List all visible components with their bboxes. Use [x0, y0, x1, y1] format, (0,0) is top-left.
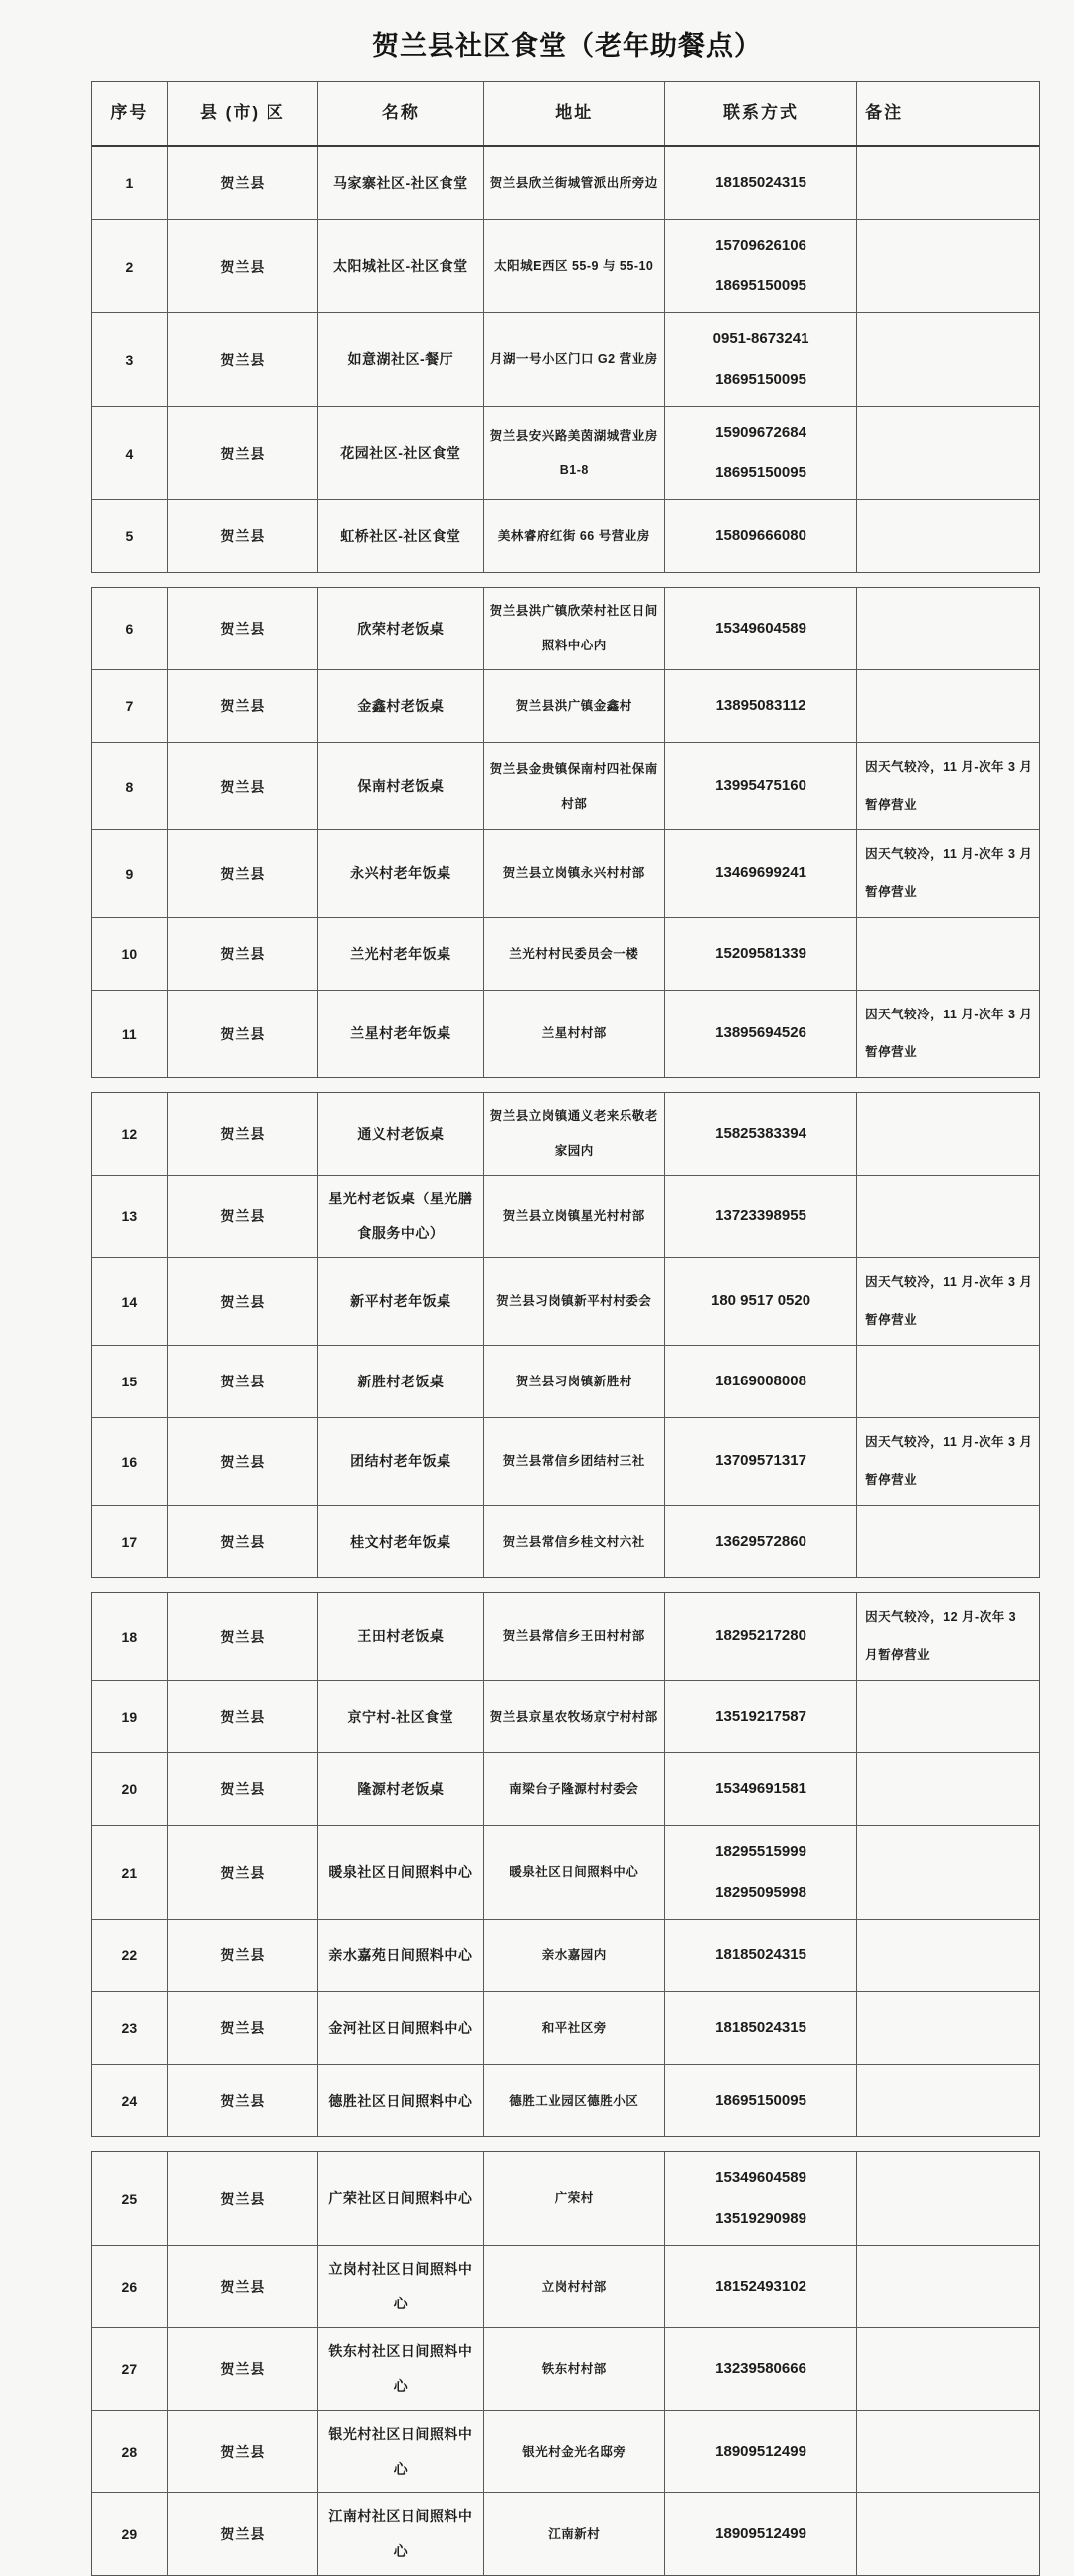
cell-name: 如意湖社区-餐厅 — [318, 313, 484, 406]
phone-number: 18295095998 — [715, 1883, 806, 1901]
cell-district: 贺兰县 — [168, 1176, 318, 1257]
cell-district: 贺兰县 — [168, 1258, 318, 1345]
col-header-remark: 备注 — [865, 102, 904, 122]
cell-index: 14 — [92, 1258, 168, 1345]
table-row — [92, 1920, 1039, 1992]
cell-name: 隆源村老饭桌 — [318, 1753, 484, 1825]
cell-district: 贺兰县 — [168, 743, 318, 829]
phone-number: 15349604589 — [715, 619, 806, 637]
cell-remark — [857, 2328, 1039, 2410]
cell-contact — [665, 1093, 857, 1175]
col-header-contact: 联系方式 — [665, 82, 857, 145]
cell-contact — [665, 743, 857, 829]
cell-index: 27 — [92, 2328, 168, 2410]
table-row — [92, 1593, 1039, 1681]
cell-district: 贺兰县 — [168, 1753, 318, 1825]
phone-number: 15349604589 — [715, 2169, 806, 2186]
cell-contact — [665, 1753, 857, 1825]
cell-address: 江南新村 — [484, 2493, 665, 2575]
cell-contact — [665, 1258, 857, 1345]
table-row — [92, 1093, 1039, 1176]
cell-remark — [857, 670, 1039, 742]
cell-contact — [665, 2493, 857, 2575]
table-row — [92, 830, 1039, 918]
page-title: 贺兰县社区食堂（老年助餐点） — [372, 31, 762, 61]
cell-remark — [857, 2065, 1039, 2136]
cell-address: 银光村金光名邸旁 — [484, 2411, 665, 2492]
table-row — [92, 2411, 1039, 2493]
cell-contact — [665, 147, 857, 219]
table-header-row — [92, 82, 1039, 147]
col-header-district: 县 (市) 区 — [168, 82, 318, 145]
cell-district: 贺兰县 — [168, 313, 318, 406]
cell-address: 贺兰县立岗镇永兴村村部 — [484, 830, 665, 917]
cell-contact — [665, 918, 857, 990]
cell-address: 广荣村 — [484, 2152, 665, 2245]
phone-number: 18695150095 — [715, 463, 806, 481]
cell-contact — [665, 1992, 857, 2064]
cell-contact — [665, 500, 857, 572]
cell-contact — [665, 1176, 857, 1257]
cell-remark — [857, 1346, 1039, 1417]
cell-name: 太阳城社区-社区食堂 — [318, 220, 484, 312]
cell-index: 8 — [92, 743, 168, 829]
cell-contact — [665, 2328, 857, 2410]
cell-name: 银光村社区日间照料中心 — [318, 2411, 484, 2492]
cell-name: 亲水嘉苑日间照料中心 — [318, 1920, 484, 1991]
phone-number: 18909512499 — [715, 2524, 806, 2542]
cell-index: 2 — [92, 220, 168, 312]
cell-address: 德胜工业园区德胜小区 — [484, 2065, 665, 2136]
cell-remark — [857, 2493, 1039, 2575]
cell-name: 京宁村-社区食堂 — [318, 1681, 484, 1752]
phone-number: 18695150095 — [715, 276, 806, 294]
cell-district: 贺兰县 — [168, 1418, 318, 1505]
table-row — [92, 1346, 1039, 1418]
cell-address: 贺兰县洪广镇欣荣村社区日间照料中心内 — [484, 588, 665, 669]
cell-contact — [665, 670, 857, 742]
cell-remark: 因天气较冷，11 月-次年 3 月暂停营业 — [865, 847, 1033, 899]
cell-remark — [857, 2152, 1039, 2245]
cell-district: 贺兰县 — [168, 1593, 318, 1680]
table-row — [92, 1506, 1039, 1577]
table-row — [92, 1258, 1039, 1346]
cell-district: 贺兰县 — [168, 1920, 318, 1991]
phone-number: 13469699241 — [715, 864, 806, 882]
phone-number: 13895083112 — [715, 696, 806, 714]
cell-address: 贺兰县习岗镇新平村村委会 — [484, 1258, 665, 1345]
table-block — [91, 2151, 1040, 2576]
cell-name: 铁东村社区日间照料中心 — [318, 2328, 484, 2410]
table-block — [91, 1592, 1040, 2137]
phone-number: 18295515999 — [715, 1843, 806, 1860]
cell-district: 贺兰县 — [168, 2152, 318, 2245]
col-header-name: 名称 — [318, 82, 484, 145]
phone-number: 18152493102 — [715, 2277, 806, 2295]
cell-remark — [857, 2246, 1039, 2327]
cell-index: 16 — [92, 1418, 168, 1505]
cell-index: 3 — [92, 313, 168, 406]
table-row — [92, 2152, 1039, 2246]
cell-index: 6 — [92, 588, 168, 669]
cell-district: 贺兰县 — [168, 2065, 318, 2136]
phone-number: 13709571317 — [715, 1452, 806, 1470]
cell-name: 德胜社区日间照料中心 — [318, 2065, 484, 2136]
table-row — [92, 2493, 1039, 2575]
cell-contact — [665, 1681, 857, 1752]
phone-number: 15809666080 — [715, 526, 806, 544]
cell-index: 9 — [92, 830, 168, 917]
cell-district: 贺兰县 — [168, 500, 318, 572]
cell-address: 贺兰县欣兰街城管派出所旁边 — [484, 147, 665, 219]
cell-remark: 因天气较冷，11 月-次年 3 月暂停营业 — [865, 1008, 1033, 1059]
cell-remark — [857, 1826, 1039, 1919]
cell-name: 立岗村社区日间照料中心 — [318, 2246, 484, 2327]
cell-index: 12 — [92, 1093, 168, 1175]
cell-remark — [857, 1992, 1039, 2064]
phone-number: 13895694526 — [715, 1024, 806, 1042]
cell-district: 贺兰县 — [168, 588, 318, 669]
cell-remark — [857, 1681, 1039, 1752]
table-block — [91, 1092, 1040, 1578]
cell-name: 江南村社区日间照料中心 — [318, 2493, 484, 2575]
cell-district: 贺兰县 — [168, 1506, 318, 1577]
cell-district: 贺兰县 — [168, 1992, 318, 2064]
cell-name: 王田村老饭桌 — [318, 1593, 484, 1680]
cell-name: 桂文村老年饭桌 — [318, 1506, 484, 1577]
cell-name: 金鑫村老饭桌 — [318, 670, 484, 742]
cell-address: 贺兰县常信乡桂文村六社 — [484, 1506, 665, 1577]
phone-number: 15909672684 — [715, 424, 806, 441]
cell-address: 铁东村村部 — [484, 2328, 665, 2410]
cell-index: 7 — [92, 670, 168, 742]
table-row — [92, 2328, 1039, 2411]
cell-remark — [857, 588, 1039, 669]
cell-address: 贺兰县常信乡王田村村部 — [484, 1593, 665, 1680]
cell-address: 贺兰县立岗镇通义老来乐敬老家园内 — [484, 1093, 665, 1175]
phone-number: 13519290989 — [715, 2209, 806, 2227]
cell-district: 贺兰县 — [168, 1346, 318, 1417]
cell-contact — [665, 588, 857, 669]
cell-district: 贺兰县 — [168, 2411, 318, 2492]
table-row — [92, 1826, 1039, 1920]
cell-index: 4 — [92, 407, 168, 499]
cell-address: 贺兰县常信乡团结村三社 — [484, 1418, 665, 1505]
col-header-address: 地址 — [484, 82, 665, 145]
cell-index: 18 — [92, 1593, 168, 1680]
cell-remark — [857, 500, 1039, 572]
phone-number: 0951-8673241 — [712, 330, 809, 347]
cell-address: 太阳城E西区 55-9 与 55-10 — [484, 220, 665, 312]
cell-contact — [665, 1826, 857, 1919]
cell-name: 星光村老饭桌（星光膳食服务中心） — [318, 1176, 484, 1257]
phone-number: 18695150095 — [715, 2091, 806, 2109]
cell-district: 贺兰县 — [168, 407, 318, 499]
cell-remark — [857, 1506, 1039, 1577]
cell-district: 贺兰县 — [168, 1826, 318, 1919]
cell-name: 兰星村老年饭桌 — [318, 991, 484, 1077]
cell-name: 兰光村老年饭桌 — [318, 918, 484, 990]
cell-district: 贺兰县 — [168, 147, 318, 219]
cell-index: 10 — [92, 918, 168, 990]
table-row — [92, 588, 1039, 670]
cell-name: 暖泉社区日间照料中心 — [318, 1826, 484, 1919]
cell-remark — [857, 1753, 1039, 1825]
phone-number: 18695150095 — [715, 370, 806, 388]
cell-address: 亲水嘉园内 — [484, 1920, 665, 1991]
phone-number: 18169008008 — [715, 1372, 806, 1389]
cell-name: 欣荣村老饭桌 — [318, 588, 484, 669]
table-row — [92, 991, 1039, 1077]
cell-district: 贺兰县 — [168, 1681, 318, 1752]
phone-number: 15349691581 — [715, 1779, 806, 1797]
cell-district: 贺兰县 — [168, 1093, 318, 1175]
cell-district: 贺兰县 — [168, 220, 318, 312]
cell-district: 贺兰县 — [168, 670, 318, 742]
cell-district: 贺兰县 — [168, 991, 318, 1077]
table-row — [92, 670, 1039, 743]
phone-number: 13239580666 — [715, 2359, 806, 2377]
cell-name: 保南村老饭桌 — [318, 743, 484, 829]
cell-district: 贺兰县 — [168, 2493, 318, 2575]
cell-contact — [665, 1418, 857, 1505]
cell-address: 贺兰县洪广镇金鑫村 — [484, 670, 665, 742]
cell-index: 23 — [92, 1992, 168, 2064]
table-row — [92, 1176, 1039, 1258]
phone-number: 13723398955 — [715, 1206, 806, 1224]
phone-number: 13995475160 — [715, 777, 806, 795]
cell-remark — [857, 1176, 1039, 1257]
cell-address: 美林睿府红街 66 号营业房 — [484, 500, 665, 572]
cell-remark — [857, 147, 1039, 219]
cell-index: 21 — [92, 1826, 168, 1919]
cell-index: 28 — [92, 2411, 168, 2492]
table-row — [92, 1992, 1039, 2065]
cell-address: 兰星村村部 — [484, 991, 665, 1077]
cell-name: 花园社区-社区食堂 — [318, 407, 484, 499]
table-row — [92, 918, 1039, 991]
table-row — [92, 1681, 1039, 1753]
phone-number: 18909512499 — [715, 2442, 806, 2460]
phone-number: 13519217587 — [715, 1707, 806, 1725]
cell-index: 11 — [92, 991, 168, 1077]
cell-remark — [857, 918, 1039, 990]
cell-remark: 因天气较冷，11 月-次年 3 月暂停营业 — [865, 1275, 1033, 1327]
cell-index: 22 — [92, 1920, 168, 1991]
cell-address: 贺兰县安兴路美茵湖城营业房 B1-8 — [484, 407, 665, 499]
cell-district: 贺兰县 — [168, 918, 318, 990]
cell-district: 贺兰县 — [168, 2246, 318, 2327]
cell-contact — [665, 407, 857, 499]
cell-address: 贺兰县立岗镇星光村村部 — [484, 1176, 665, 1257]
cell-contact — [665, 830, 857, 917]
cell-index: 13 — [92, 1176, 168, 1257]
phone-number: 180 9517 0520 — [710, 1292, 811, 1310]
table-block — [91, 587, 1040, 1078]
table-row — [92, 500, 1039, 572]
cell-name: 新平村老年饭桌 — [318, 1258, 484, 1345]
cell-remark: 因天气较冷，11 月-次年 3 月暂停营业 — [865, 1435, 1033, 1487]
phone-number: 15209581339 — [715, 944, 806, 962]
cell-name: 马家寨社区-社区食堂 — [318, 147, 484, 219]
cell-contact — [665, 2411, 857, 2492]
cell-contact — [665, 220, 857, 312]
cell-district: 贺兰县 — [168, 830, 318, 917]
cell-contact — [665, 2065, 857, 2136]
cell-contact — [665, 2152, 857, 2245]
phone-number: 15709626106 — [715, 237, 806, 254]
cell-name: 广荣社区日间照料中心 — [318, 2152, 484, 2245]
cell-address: 贺兰县京星农牧场京宁村村部 — [484, 1681, 665, 1752]
cell-index: 25 — [92, 2152, 168, 2245]
cell-name: 新胜村老饭桌 — [318, 1346, 484, 1417]
cell-remark — [857, 220, 1039, 312]
cell-index: 1 — [92, 147, 168, 219]
phone-number: 18295217280 — [715, 1627, 806, 1645]
cell-district: 贺兰县 — [168, 2328, 318, 2410]
table-row — [92, 743, 1039, 830]
cell-index: 19 — [92, 1681, 168, 1752]
table-row — [92, 407, 1039, 500]
cell-remark — [857, 313, 1039, 406]
canteen-table — [91, 81, 1040, 2576]
cell-contact — [665, 1506, 857, 1577]
cell-index: 17 — [92, 1506, 168, 1577]
cell-contact — [665, 1593, 857, 1680]
cell-contact — [665, 1920, 857, 1991]
cell-address: 兰光村村民委员会一楼 — [484, 918, 665, 990]
cell-index: 26 — [92, 2246, 168, 2327]
cell-remark — [857, 1920, 1039, 1991]
cell-address: 暖泉社区日间照料中心 — [484, 1826, 665, 1919]
cell-index: 15 — [92, 1346, 168, 1417]
cell-name: 永兴村老年饭桌 — [318, 830, 484, 917]
cell-remark — [857, 407, 1039, 499]
cell-address: 月湖一号小区门口 G2 营业房 — [484, 313, 665, 406]
table-row — [92, 147, 1039, 220]
cell-contact — [665, 991, 857, 1077]
cell-remark: 因天气较冷，11 月-次年 3 月暂停营业 — [865, 760, 1033, 812]
table-row — [92, 1753, 1039, 1826]
col-header-index: 序号 — [92, 82, 168, 145]
cell-contact — [665, 1346, 857, 1417]
cell-name: 虹桥社区-社区食堂 — [318, 500, 484, 572]
phone-number: 18185024315 — [715, 2018, 806, 2036]
cell-remark — [857, 2411, 1039, 2492]
cell-index: 5 — [92, 500, 168, 572]
cell-address: 贺兰县习岗镇新胜村 — [484, 1346, 665, 1417]
table-row — [92, 2246, 1039, 2328]
table-row — [92, 2065, 1039, 2136]
cell-remark: 因天气较冷，12 月-次年 3 月暂停营业 — [865, 1610, 1017, 1662]
table-row — [92, 313, 1039, 407]
cell-address: 贺兰县金贵镇保南村四社保南村部 — [484, 743, 665, 829]
cell-name: 通义村老饭桌 — [318, 1093, 484, 1175]
cell-address: 立岗村村部 — [484, 2246, 665, 2327]
cell-contact — [665, 2246, 857, 2327]
cell-contact — [665, 313, 857, 406]
cell-index: 24 — [92, 2065, 168, 2136]
phone-number: 18185024315 — [715, 1945, 806, 1963]
phone-number: 15825383394 — [715, 1124, 806, 1142]
table-block — [91, 81, 1040, 573]
cell-name: 团结村老年饭桌 — [318, 1418, 484, 1505]
cell-name: 金河社区日间照料中心 — [318, 1992, 484, 2064]
cell-address: 南梁台子隆源村村委会 — [484, 1753, 665, 1825]
phone-number: 13629572860 — [715, 1532, 806, 1550]
table-row — [92, 1418, 1039, 1506]
phone-number: 18185024315 — [715, 173, 806, 191]
cell-index: 29 — [92, 2493, 168, 2575]
cell-address: 和平社区旁 — [484, 1992, 665, 2064]
cell-index: 20 — [92, 1753, 168, 1825]
cell-remark — [857, 1093, 1039, 1175]
table-row — [92, 220, 1039, 313]
